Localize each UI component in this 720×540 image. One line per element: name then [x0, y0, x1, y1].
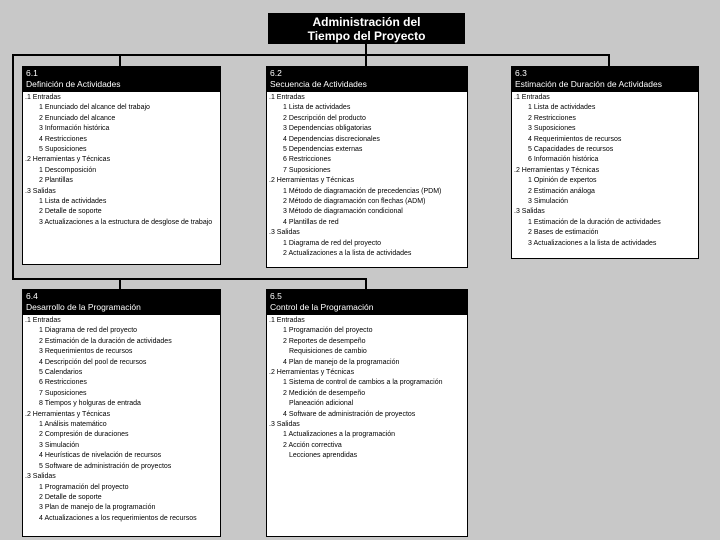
list-item: 2 Plantillas	[39, 177, 73, 185]
list-item: 4 Heurísticas de nivelación de recursos	[39, 452, 162, 460]
list-item: 3 Método de diagramación condicional	[283, 208, 403, 216]
process-header	[23, 290, 220, 315]
list-item: 6 Información histórica	[528, 156, 599, 164]
list-item: 4 Software de administración de proyectos	[283, 410, 416, 418]
list-item: 2 Detalle de soporte	[39, 208, 102, 216]
list-item: 6 Restricciones	[283, 156, 331, 164]
process-title: Definición de Actividades	[26, 79, 121, 89]
section-label: .1 Entradas	[25, 94, 61, 101]
list-item: 5 Suposiciones	[39, 146, 87, 154]
list-item: 1 Lista de actividades	[39, 198, 107, 206]
list-item: Planeación adicional	[289, 400, 354, 408]
list-item: 3 Actualizaciones a la lista de actividades	[528, 239, 657, 247]
list-item: Lecciones aprendidas	[289, 452, 358, 460]
list-item: 6 Restricciones	[39, 379, 87, 387]
list-item: 5 Software de administración de proyectos	[39, 462, 172, 470]
list-item: 4 Descripción del pool de recursos	[39, 358, 147, 366]
list-item: 2 Detalle de soporte	[39, 493, 102, 501]
process-title: Control de la Programación	[270, 302, 374, 312]
connector-drop-6-5	[365, 278, 367, 289]
section-label: .1 Entradas	[269, 317, 305, 324]
process-box-6-3	[511, 66, 699, 259]
section-label: .3 Salidas	[25, 473, 56, 481]
list-item: 2 Descripción del producto	[283, 114, 366, 122]
list-item: 3 Actualizaciones a la estructura de desglose de trabajo	[39, 218, 213, 226]
list-item: 3 Simulación	[39, 441, 80, 449]
list-item: 1 Diagrama de red del proyecto	[39, 327, 138, 335]
section-label: .2 Herramientas y Técnicas	[514, 166, 600, 174]
list-item: 8 Tiempos y holguras de entrada	[39, 400, 141, 408]
list-item: 3 Suposiciones	[528, 125, 576, 133]
list-item: 1 Sistema de control de cambios a la programación	[283, 379, 443, 387]
list-item: 2 Acción correctiva	[283, 441, 342, 449]
section-label: .2 Herramientas y Técnicas	[269, 177, 355, 185]
list-item: 2 Reportes de desempeño	[283, 337, 366, 345]
section-label: .3 Salidas	[269, 421, 300, 429]
connector-drop-6-1	[119, 54, 121, 66]
section-label: .2 Herramientas y Técnicas	[25, 156, 111, 164]
section-label: .3 Salidas	[514, 208, 545, 216]
list-item: 1 Diagrama de red del proyecto	[283, 239, 382, 247]
process-number: 6.3	[515, 68, 527, 78]
connector-left-vertical	[12, 54, 14, 280]
list-item: 2 Estimación análoga	[528, 187, 595, 195]
list-item: 3 Simulación	[528, 198, 569, 206]
list-item: 3 Requerimientos de recursos	[39, 348, 133, 356]
list-item: 2 Medición de desempeño	[283, 389, 366, 397]
list-item: 5 Dependencias externas	[283, 146, 363, 154]
list-item: 4 Actualizaciones a los requerimientos de recursos	[39, 514, 197, 522]
list-item: 3 Dependencias obligatorias	[283, 125, 372, 133]
list-item: 1 Lista de actividades	[528, 104, 596, 112]
process-box-6-2	[266, 66, 468, 268]
list-item: 2 Método de diagramación con flechas (ADM)	[283, 198, 426, 206]
process-header	[267, 67, 467, 92]
list-item: 3 Plan de manejo de la programación	[39, 504, 156, 512]
root-node	[268, 13, 465, 44]
process-header	[512, 67, 698, 92]
list-item: 1 Programación del proyecto	[283, 327, 373, 335]
process-title: Desarrollo de la Programación	[26, 302, 141, 312]
list-item: 7 Suposiciones	[39, 389, 87, 397]
list-item: 1 Programación del proyecto	[39, 483, 129, 491]
section-label: .1 Entradas	[25, 317, 61, 324]
process-box-6-1	[22, 66, 221, 265]
list-item: 7 Suposiciones	[283, 166, 331, 174]
root-title-line1: Administración del	[312, 15, 421, 29]
list-item: 2 Estimación de la duración de actividades	[39, 337, 172, 345]
list-item: 3 Información histórica	[39, 125, 110, 133]
section-label: .3 Salidas	[269, 229, 300, 237]
list-item: Requisiciones de cambio	[289, 348, 367, 356]
list-item: 1 Actualizaciones a la programación	[283, 431, 396, 439]
section-label: .2 Herramientas y Técnicas	[25, 410, 111, 418]
process-box-6-4	[22, 289, 221, 537]
list-item: 2 Restricciones	[528, 114, 576, 122]
list-item: 1 Descomposición	[39, 166, 97, 174]
list-item: 1 Enunciado del alcance del trabajo	[39, 104, 150, 112]
process-number: 6.4	[26, 291, 38, 301]
list-item: 2 Enunciado del alcance	[39, 114, 116, 122]
list-item: 2 Actualizaciones a la lista de actividades	[283, 250, 412, 258]
root-title-line2: Tiempo del Proyecto	[307, 29, 426, 43]
process-header	[23, 67, 220, 92]
list-item: 4 Dependencias discrecionales	[283, 135, 380, 143]
process-number: 6.1	[26, 68, 38, 78]
list-item: 4 Plan de manejo de la programación	[283, 358, 400, 366]
process-header	[267, 290, 467, 315]
process-box-6-5	[266, 289, 468, 537]
list-item: 1 Método de diagramación de precedencias (PDM)	[283, 187, 442, 195]
section-label: .2 Herramientas y Técnicas	[269, 369, 355, 377]
connector-top-bar	[12, 54, 610, 56]
list-item: 4 Requerimientos de recursos	[528, 135, 622, 143]
section-label: .1 Entradas	[269, 94, 305, 101]
list-item: 2 Bases de estimación	[528, 229, 599, 237]
list-item: 2 Compresión de duraciones	[39, 431, 129, 439]
process-number: 6.2	[270, 68, 282, 78]
process-title: Secuencia de Actividades	[270, 79, 367, 89]
list-item: 4 Plantillas de red	[283, 218, 339, 226]
list-item: 1 Estimación de la duración de actividades	[528, 218, 661, 226]
list-item: 1 Lista de actividades	[283, 104, 351, 112]
list-item: 1 Opinión de expertos	[528, 177, 597, 185]
connector-drop-6-3	[608, 54, 610, 66]
connector-bottom-bar	[12, 278, 367, 280]
connector-drop-6-4	[119, 278, 121, 289]
section-label: .3 Salidas	[25, 187, 56, 195]
list-item: 5 Calendarios	[39, 369, 83, 377]
list-item: 4 Restricciones	[39, 135, 87, 143]
process-title: Estimación de Duración de Actividades	[515, 79, 662, 89]
list-item: 5 Capacidades de recursos	[528, 146, 614, 154]
connector-drop-6-2	[365, 54, 367, 66]
section-label: .1 Entradas	[514, 94, 550, 101]
list-item: 1 Análisis matemático	[39, 421, 107, 429]
process-number: 6.5	[270, 291, 282, 301]
